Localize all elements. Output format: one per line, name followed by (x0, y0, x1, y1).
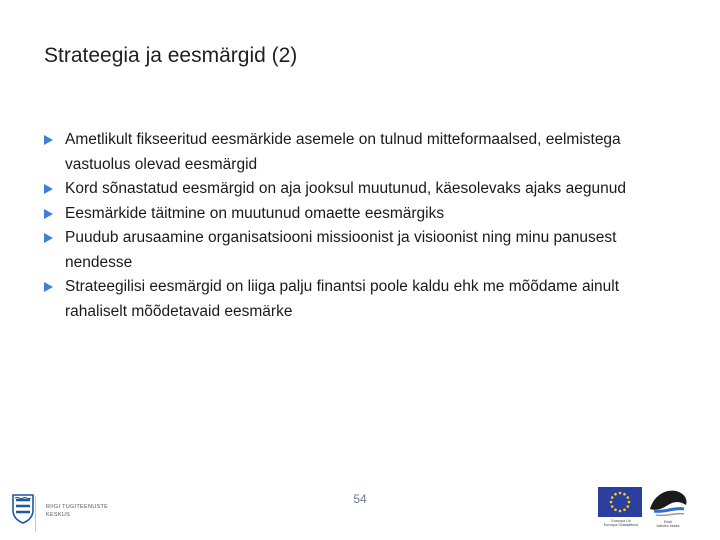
est-logo (646, 487, 690, 531)
eu-caption-line1: Euroopa Liit (611, 519, 631, 523)
rtk-logo-line2: KESKUS (46, 512, 71, 518)
bullet-arrow-icon (44, 184, 53, 194)
eu-stars-icon (598, 487, 642, 517)
bullet-text: Eesmärkide täitmine on muutunud omaette eesmärgiks (65, 204, 445, 222)
page-number: 54 (353, 492, 367, 506)
slide-title: Strateegia ja eesmärgid (2) (44, 44, 298, 67)
bullet-item (44, 202, 684, 227)
bullet-arrow-icon (44, 233, 53, 243)
eu-caption-line2: Euroopa Sotsiaalfond (603, 523, 639, 528)
eu-flag-icon (598, 487, 642, 517)
eu-logo (598, 487, 644, 531)
bullet-text: Puudub arusaamine organisatsiooni missioonist ja visioonist ning minu panusest nendesse (65, 229, 617, 271)
est-caption-line2: tuleviku heaks (656, 524, 680, 529)
bullet-text: Ametlikult fikseeritud eesmärkide asemele on tulnud mitteformaalsed, eelmistega vastuolus olevad eesmärgid (65, 131, 621, 173)
eu-caption (598, 519, 644, 528)
bullet-item (44, 226, 684, 275)
bullet-item (44, 275, 684, 324)
rtk-logo-line1: RIIGI TUGITEENUSTE (46, 504, 109, 510)
bullet-arrow-icon (44, 135, 53, 145)
logo-divider (35, 496, 36, 532)
eesti-tuleviku-heaks-icon (646, 487, 690, 519)
est-caption-line1: Eesti (664, 520, 672, 524)
bullet-text: Strateegilisi eesmärgid on liiga palju finantsi poole kaldu ehk me mõõdame ainult rahaliselt mõõdetavaid eesmärke (65, 278, 620, 320)
est-caption (646, 520, 690, 529)
bullet-item (44, 128, 684, 177)
bullet-arrow-icon (44, 209, 53, 219)
rtk-logo (8, 488, 128, 532)
bullet-arrow-icon (44, 282, 53, 292)
bullet-text: Kord sõnastatud eesmärgid on aja jooksul muutunud, käesolevaks ajaks aegunud (65, 180, 626, 197)
estonian-coat-of-arms-icon (12, 494, 34, 524)
bullet-list (44, 128, 684, 324)
bullet-item (44, 177, 684, 202)
